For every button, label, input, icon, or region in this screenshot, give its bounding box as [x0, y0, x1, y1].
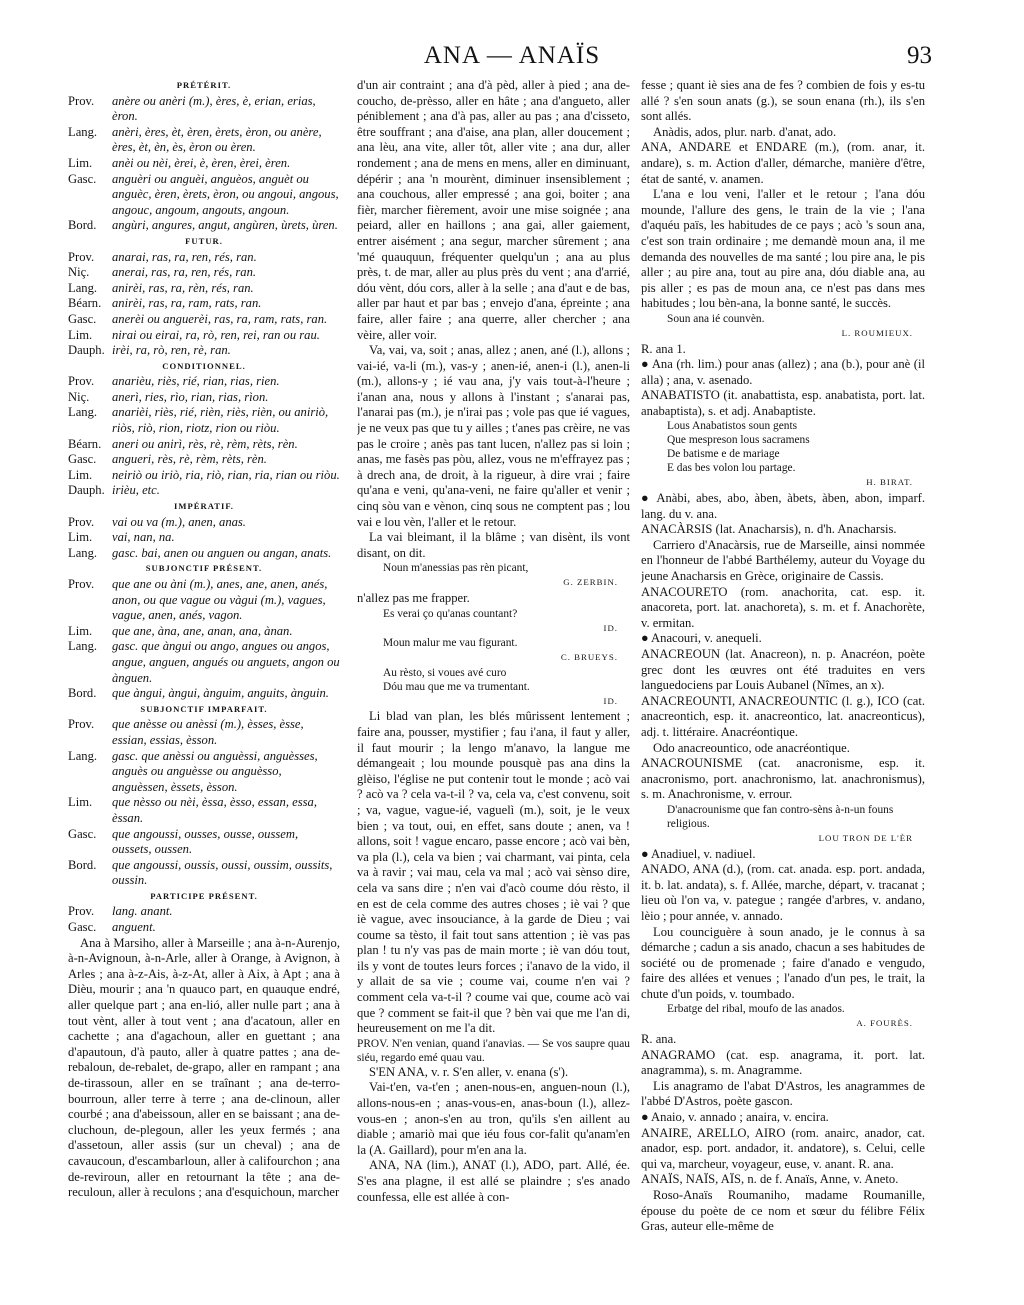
- dialect-label: Lang.: [68, 639, 98, 654]
- conjugation-row: [68, 483, 340, 499]
- continued-text: R. ana.: [641, 1032, 677, 1047]
- conjugation-row: [68, 546, 340, 562]
- verb-forms: neiriò ou iriò, ria, riò, rian, ria, rian ou riòu.: [112, 467, 340, 482]
- verb-forms: que ane, àna, ane, anan, ana, ànan.: [112, 623, 293, 638]
- conjugation-row: [68, 343, 340, 359]
- quotation-line: Dóu mau que me va trumentant.: [383, 680, 530, 693]
- section-heading: CONDITIONNEL.: [162, 360, 246, 371]
- dialect-label: Lim.: [68, 467, 93, 482]
- dictionary-entry: ● Anadiuel, v. nadiuel.: [641, 846, 756, 861]
- dialect-label: Bord.: [68, 857, 97, 872]
- dialect-label: Lim.: [68, 530, 93, 545]
- dialect-label: Lim.: [68, 623, 93, 638]
- conjugation-row: [68, 904, 340, 920]
- conjugation-row: [68, 749, 340, 796]
- quotation-line: Soun ana ié counvèn.: [667, 312, 765, 325]
- conjugation-row: [68, 281, 340, 297]
- conjugation-row: [68, 390, 340, 406]
- dialect-label: Dauph.: [68, 483, 105, 498]
- quotation-line: Lous Anabatistos soun gents: [667, 420, 798, 433]
- verb-forms: anerai, ras, ra, ren, rés, ran.: [112, 265, 257, 280]
- verb-forms: anirèi, ras, ra, rèn, rés, ran.: [112, 280, 254, 295]
- paragraph: Li blad van plan, les blés mûrissent lentement ; faire ana, pousser, mystifier ; fau i'ana, il faut y aller, il faut mourir ; la lengo m'anavo, la langue me démangeait ; lou mounde pousquè pas ana dins la glèiso, l'église ne put contenir tout le monde ; acò vai ? acò va ? cela va-t-il ? va, cela va, c'est convenu, soit ; va, vague, vague-ié, vaguelì (m.), soit, je le veux bien ; va tout, oui, en effet, sans doute ; anen, va ! allons, soit ! vague encaro, passe encore ; acò vai bèn, va pla (l.), cela va bien ; vai charmant, vai pinta, cela va à ravir ; vai mau, cela va mal ; acò vai sènso dire, cela va sans dire ; n'en vai d'acò coume dóu rèsto, il en est de cela comme des autres choses ; iè vai ? que iè vague, avec insouciance, à la garde de Dieu ; vai coume sa tèsto, il fait tout sans attention ; iè vas pas plan ! tu n'y vas pas de main morte ; iè van dóu tout, ils y vont de toutes leurs forces ; i'anavo de la vido, il y allait de sa vie ; coume vai, coume n'en vai ? comment cela va-t-il ? coume vai que, coume acò vai que ? comment se fait-il que ? bèn vai que me l'an di, heureusement on me l'a dit.: [357, 709, 630, 1036]
- quotation-source: C. BRUEYS.: [560, 652, 618, 663]
- quotation-line: Au rèsto, si voues avé curo: [383, 666, 507, 679]
- dialect-label: Prov.: [68, 904, 95, 919]
- section-heading: FUTUR.: [185, 235, 223, 246]
- paragraph: Odo anacreountico, ode anacréontique.: [653, 740, 850, 755]
- verse-quotation: [641, 312, 925, 342]
- continued-text: n'allez pas me frapper.: [357, 591, 470, 605]
- paragraph: ANA, NA (lim.), ANAT (l.), ADO, part. Allé, ée. S'es ana plagne, il est allé se plaindre ; s'es anado counfessa, elle est allée à con-: [357, 1158, 630, 1204]
- section-heading: SUBJONCTIF PRÉSENT.: [145, 563, 263, 574]
- verb-forms: anère ou anèri (m.), ères, è, erian, erias, èron.: [112, 93, 316, 124]
- dialect-label: Bord.: [68, 686, 97, 701]
- verb-forms: anguèri ou anguèi, anguèos, anguèt ou anguèc, èren, èrets, èron, ou angoui, angous, angouc, angoum, angouts, angoun.: [112, 171, 339, 217]
- verb-forms: anèi ou nèi, èrei, è, èren, èrei, èren.: [112, 155, 291, 170]
- conjugation-row: [68, 374, 340, 390]
- dialect-label: Bord.: [68, 218, 97, 233]
- quotation-line: De batisme e de mariage: [667, 448, 780, 461]
- verb-forms: que ane ou àni (m.), anes, ane, anen, anés, anon, ou que vague ou vàgui (m.), vagues, vague, anen, anés, vagon.: [112, 577, 328, 623]
- paragraph: La vai bleimant, il la blâme ; van disènt, ils vont disant, on dit.: [357, 530, 630, 560]
- proverb: PROV. N'en venian, quand i'anavias. — Se vos saupre quau siéu, regardo emé quau vau.: [357, 1037, 630, 1064]
- dictionary-entry: ANAGRAMO (cat. esp. anagrama, it. port. lat. anagramma), s. m. Anagramme.: [641, 1047, 925, 1078]
- quotation-source: H. BIRAT.: [866, 477, 913, 488]
- verse-quotation: [357, 666, 630, 710]
- dictionary-entry: ● Anaio, v. annado ; anaira, v. encira.: [641, 1110, 829, 1125]
- quotation-source: G. ZERBIN.: [563, 577, 618, 588]
- dictionary-entry: ANABATISTO (it. anabattista, esp. anabatista, port. lat. anabaptista), s. et adj. Anabaptiste.: [641, 388, 925, 418]
- verse-quotation: [641, 803, 925, 847]
- dictionary-entry: ANACREOUN (lat. Anacreon), n. p. Anacréon, poète grec dont les œuvres ont été traduites en vers languedociens par Louis Aubanel (Nîmes, an x).: [641, 647, 925, 693]
- dialect-label: Gasc.: [68, 826, 97, 841]
- paragraph: Carriero d'Anacàrsis, rue de Marseille, ainsi nommée en l'honneur de l'abbé Barthélemy, auteur du Voyage du jeune Anacharsis en Grèce, originaire de Cassis.: [641, 537, 925, 584]
- quotation-source: ID.: [603, 622, 618, 633]
- page-number: 93: [907, 42, 932, 69]
- dialect-label: Lim.: [68, 155, 93, 170]
- dictionary-entry: ● Anacouri, v. anequeli.: [641, 631, 762, 646]
- verb-forms: que nèsso ou nèi, èssa, èsso, essan, essa, èssan.: [112, 795, 317, 825]
- dictionary-entry: ANACROUNISME (cat. anacronisme, esp. it. anacronismo, port. anachronismo, lat. anachronismus), s. m. Anachronisme, v. errour.: [641, 756, 925, 802]
- conjugation-row: [68, 437, 340, 453]
- quotation-line: Noun m'anessias pas rèn picant,: [383, 562, 529, 575]
- dictionary-entry: ANACÀRSIS (lat. Anacharsis), n. d'h. Anacharsis.: [641, 522, 897, 537]
- verb-forms: angueri, rès, rè, rèm, rèts, rèn.: [112, 452, 267, 467]
- conjugation-row: [68, 468, 340, 484]
- conjugation-row: [68, 172, 340, 219]
- verb-forms: anèri, ères, èt, èren, èrets, èron, ou anère, ères, èt, èn, ès, èron ou èren.: [112, 124, 322, 155]
- dictionary-entry: ● Anàbi, abes, abo, àben, àbets, àben, abon, imparf. lang. du v. ana.: [641, 491, 925, 521]
- dialect-label: Prov.: [68, 93, 95, 108]
- verb-forms: anarai, ras, ra, ren, rés, ran.: [112, 249, 257, 264]
- conjugation-row: [68, 94, 340, 125]
- dictionary-entry: ANAIRE, ARELLO, AIRO (rom. anairc, anador, cat. anador, esp. port. andador, it. andatore), s. Celui, celle qui va, marcheur, voyageur, euse, v. anant. R. ana.: [641, 1125, 925, 1171]
- dialect-label: Béarn.: [68, 436, 102, 451]
- column-middle: [357, 78, 630, 1293]
- dialect-label: Lang.: [68, 405, 98, 420]
- dialect-label: Dauph.: [68, 343, 105, 358]
- verb-forms: anguent.: [112, 920, 156, 935]
- paragraph: Roso-Anaïs Roumaniho, madame Roumanille, épouse du poète de ce nom et sœur du félibre Félix Gras, auteur elle-même de: [641, 1188, 925, 1234]
- dictionary-entry: ANACOURETO (rom. anachorita, cat. esp. it. anacoreta, port. lat. anachoreta), s. m. et f. Anachorète, v. ermitan.: [641, 584, 925, 630]
- column-right: [641, 78, 925, 1293]
- dialect-label: Lim.: [68, 795, 93, 810]
- section-heading: SUBJONCTIF IMPARFAIT.: [140, 703, 268, 714]
- verb-forms: irèi, ra, rò, ren, rè, ran.: [112, 343, 231, 358]
- conjugation-row: [68, 530, 340, 546]
- verb-forms: aneri ou anirì, rès, rè, rèm, rèts, rèn.: [112, 436, 298, 451]
- dictionary-entry: ● Ana (rh. lim.) pour anas (allez) ; ana (b.), pour anè (il alla) ; ana, v. asenado.: [641, 357, 925, 387]
- verb-forms: anerì, ries, rìo, rian, rias, rìon.: [112, 389, 269, 404]
- continued-text: fesse ; quant iè sies ana de fes ? combien de fois y es-tu allé ? s'en soun anats (g.), se soun enana (rh.), ils s'en sont allés.: [641, 78, 925, 124]
- dictionary-entry: ANA, ANDARE et ENDARE (m.), (rom. anar, it. andare), s. m. Action d'aller, démarche, manière d'être, état de santé, v. anamen.: [641, 140, 925, 186]
- conjugation-row: [68, 920, 340, 936]
- conjugation-row: [68, 717, 340, 748]
- dictionary-entry: ANADO, ANA (d.), (rom. cat. anada. esp. port. andada, it. b. lat. andata), s. f. Allée, marche, départ, v. tracanat ; lieu où l'on va, v. pategue ; rangée d'arbres, v. andano, lèio ; pour année, v. annado.: [641, 862, 925, 923]
- dialect-label: Béarn.: [68, 296, 102, 311]
- dialect-label: Gasc.: [68, 311, 97, 326]
- dialect-label: Prov.: [68, 717, 95, 732]
- conjugation-row: [68, 265, 340, 281]
- section-heading: IMPÉRATIF.: [174, 501, 234, 512]
- verb-forms: gasc. que àngui ou ango, angues ou angos, angue, anguen, angués ou anguets, angon ou ànguen.: [112, 639, 340, 685]
- verb-forms: gasc. bai, anen ou anguen ou angan, anats.: [112, 545, 332, 560]
- conjugation-row: [68, 452, 340, 468]
- quotation-line: Erbatge del ribal, moufo de las anados.: [667, 1003, 845, 1016]
- verb-forms: anerèi ou anguerèi, ras, ra, ram, rats, ran.: [112, 311, 328, 326]
- dialect-label: Niç.: [68, 265, 90, 280]
- dialect-label: Prov.: [68, 514, 95, 529]
- paragraph: S'EN ANA, v. r. S'en aller, v. enana (s').: [369, 1064, 569, 1079]
- verse-quotation: [641, 419, 925, 491]
- paragraph: Vai-t'en, va-t'en ; anen-nous-en, anguen-noun (l.), allons-nous-en ; anas-vous-en, anas-boun (l.), allez-vous-en ; anon-s'en au tron, qu'ils s'en aillent au diable ; amariò mai que iéu fous cor-falit qu'anam'en la (A. Gaillard), pour m'en ana la.: [357, 1080, 630, 1157]
- verb-forms: que anèsse ou anèssi (m.), èsses, èsse, essian, essias, èsson.: [112, 717, 304, 747]
- dialect-label: Lang.: [68, 280, 98, 295]
- verb-forms: que angoussi, ousses, ousse, oussem, oussets, oussen.: [112, 826, 299, 857]
- quotation-line: Que mespreson lous sacramens: [667, 434, 810, 447]
- conjugation-row: [68, 328, 340, 344]
- verb-forms: anirèi, ras, ra, ram, rats, ran.: [112, 296, 262, 311]
- quotation-source: LOU TRON DE L'ÈR: [818, 832, 913, 843]
- section-heading: PARTICIPE PRÉSENT.: [150, 890, 258, 901]
- conjugation-row: [68, 577, 340, 624]
- dialect-label: Prov.: [68, 249, 95, 264]
- verse-quotation: [357, 607, 630, 637]
- verse-quotation: [641, 1002, 925, 1032]
- conjugation-row: [68, 515, 340, 531]
- paragraph: L'ana e lou veni, l'aller et le retour ; l'ana dóu mounde, l'allure des gens, le train de la vie ; l'ana d'aquéu païs, les habitudes de ce pays ; acò 's soun ana, c'est son train ordinaire ; me demandè moun ana, il me demanda des nouvelles de ma santé ; lou pire ana, le pis aller ; au pire ana, tout au pire ana, dóu diable ana, au pis aller ; es pas de moun ana, ce n'est pas dans mes habitudes ; lou bèn-ana, la bonne santé, le succès.: [641, 187, 925, 311]
- verb-forms: que angoussi, oussis, oussi, oussim, oussits, oussin.: [112, 857, 333, 888]
- conjugation-row: [68, 639, 340, 686]
- conjugation-row: [68, 624, 340, 640]
- verb-forms: nirai ou eirai, ra, rò, ren, rei, ran ou rau.: [112, 327, 320, 342]
- verb-forms: vai ou va (m.), anen, anas.: [112, 514, 246, 529]
- conjugation-row: [68, 827, 340, 858]
- page-header: [0, 42, 1024, 76]
- conjugation-row: [68, 218, 340, 234]
- running-title: ANA — ANAÏS: [423, 42, 601, 69]
- paragraph: Lou counciguère à soun anado, je le connus à sa démarche ; cadun a sis anado, chacun a ses habitudes de société ou de promenade ; faire d'anado e vengudo, faire des allées et venues ; l'anado d'un pes, le trait, la chute d'un poids, v. toumbado.: [641, 924, 925, 1001]
- paragraph: Va, vai, va, soit ; anas, allez ; anen, ané (l.), allons ; vai-ié, va-li (m.), vas-y ; anen-ié, anen-i (l.), anen-li (m.), allons-y ; ié vau ana, j'y vais tout-à-l'heure ; i'anan ana, nous y allons à l'instant ; s'anarai pas, l'anarai pas (m.), je n'irai pas ; vole pas que ié vagues, je ne veux pas que tu y ailles ; t'anes pas crèire, ne vas pas le croire ; anès pas tant lucen, n'allez pas si loin ; anas, me fasès pas pòu, allez, vous ne m'effrayez pas ; à drech ana, de droit, à la rigueur, à dire vrai ; faire qu'ana e veni, qu'ana-veni, ne faire qu'aller et venir ; cinq sòu van e vènon, cinq sous ne comptent pas ; lou vai e lou vèn, l'aller et le retour.: [357, 343, 630, 529]
- verb-forms: vai, nan, na.: [112, 530, 175, 545]
- quotation-line: E das bes volon lou partage.: [667, 462, 796, 475]
- dictionary-entry: ANAÏS, NAÏS, AÏS, n. de f. Anaïs, Anne, v. Aneto.: [641, 1172, 899, 1187]
- conjugation-row: [68, 686, 340, 702]
- dictionary-entry: ANACREOUNTI, ANACREOUNTIC (l. g.), ICO (cat. anacreontich, esp. it. anacreontico, lat. anacreonticus), adj. t. littéraire. Anacréontique.: [641, 693, 925, 739]
- dialect-label: Gasc.: [68, 452, 97, 467]
- continued-text: d'un air contraint ; ana d'à pèd, aller à pied ; ana de-coucho, de-prèsso, aller en hâte ; ana d'angueto, aller péniblement ; ana d'à pas, aller au pas ; ana d'cisseto, être souffrant ; ana d'aise, ana plan, aller doucement ; ana lèu, ana vite, aller tôt, aller vite ; ana dur, aller rondement ; ana de mens en mens, aller en diminuant, dépérir ; ana 'n mourènt, diminuer insensiblement ; ana couchous, aller empressé ; ana goi, boiter ; ana fièr, marcher fièrement, avoir une mise soignée ; ana peiard, aller en haillons ; ana gai, aller gaiement, entrer aisément ; ana segur, marcher sûrement ; ana 'mé quauquun, fréquenter quelqu'un ; ana au plus près, t. de mar, aller au plus près du vent ; ana d'arrié, dóu vènt, dóu cors, aller à la selle ; ana d'aut e de bas, aller par haut et par bas ; envejo d'ana, épreinte ; ana faire, aller faire ; ana querre, aller chercher ; ana vèire, aller voir.: [357, 78, 630, 342]
- verb-forms: irièu, etc.: [112, 483, 160, 498]
- dialect-label: Lang.: [68, 545, 98, 560]
- verse-quotation: [357, 561, 630, 591]
- verb-forms: angùri, angures, angut, angùren, ùrets, ùren.: [112, 218, 338, 233]
- conjugation-row: [68, 405, 340, 436]
- verb-forms: anarièu, riès, rié, rian, rias, rien.: [112, 374, 280, 389]
- column-left: [68, 78, 340, 1293]
- conjugation-row: [68, 125, 340, 156]
- quotation-source: ID.: [603, 695, 618, 706]
- verb-forms: que àngui, àngui, ànguim, anguits, ànguin.: [112, 686, 329, 701]
- dialect-label: Gasc.: [68, 171, 97, 186]
- paragraph: Ana à Marsiho, aller à Marseille ; ana à-n-Aurenjo, à-n-Avignoun, à-n-Arle, aller à Orange, à Avignon, à Arles ; ana à-z-Ais, à-z-At, aller à Aix, à Apt ; ana à Dièu, mourir ; ana 'n quauco part, en quauque endré, aller quelque part ; ana en-lió, aller nulle part ; ana à tout vènt, aller à tout vent ; ana d'acatoun, aller en cachette ; ana d'agachoun, aller en guettant ; ana d'apautoun, d'à pauto, aller à quatre pattes ; ana de-rebaloun, de-rebalet, de-grapo, aller en rampant ; ana de-tirassoun, aller en se traînant ; ana de-terro-bourroun, aller terre à terre ; ana de-clinoun, aller courbé ; ana d'abeissoun, aller en se baissant ; ana de-cluchoun, de-plegoun, aller les yeux fermés ; ana d'assetoun, aller assis (sur un cheval) ; ana de cavaucoun, d'escambarloun, aller à califourchon ; ana de-reviroun, aller en retournant la tête ; ana de-reculoun, aller à reculons ; ana d'esquichoun, marcher: [68, 935, 340, 1200]
- conjugation-row: [68, 156, 340, 172]
- conjugation-row: [68, 858, 340, 889]
- continued-text: R. ana 1.: [641, 341, 686, 356]
- section-heading: PRÉTÉRIT.: [176, 80, 232, 90]
- quotation-line: Moun malur me vau figurant.: [383, 637, 518, 650]
- verse-quotation: [357, 636, 630, 666]
- conjugation-row: [68, 296, 340, 312]
- verb-forms: anarièi, riès, rié, rièn, riès, rièn, ou aniriò, riòs, riò, rion, riotz, rion ou riòu.: [112, 405, 329, 436]
- conjugation-row: [68, 795, 340, 826]
- dialect-label: Lim.: [68, 327, 93, 342]
- verb-forms: gasc. que anèssi ou anguèssi, anguèsses, anguès ou anguèsse ou anguèsso, anguèssen, èssets, èsson.: [112, 748, 318, 794]
- quotation-source: L. ROUMIEUX.: [841, 327, 913, 338]
- quotation-line: D'anacrounisme que fan contro-sèns à-n-un founs religious.: [667, 803, 894, 830]
- conjugation-row: [68, 250, 340, 266]
- dialect-label: Prov.: [68, 577, 95, 591]
- verb-forms: lang. anant.: [112, 904, 173, 919]
- dialect-label: Lang.: [68, 748, 98, 763]
- paragraph: Lis anagramo de l'abat D'Astros, les anagrammes de l'abbé D'Astros, poète gascon.: [641, 1078, 925, 1109]
- dialect-label: Lang.: [68, 124, 98, 139]
- quotation-line: Es verai ço qu'anas countant?: [383, 607, 518, 620]
- paragraph: Anàdis, ados, plur. narb. d'anat, ado.: [653, 124, 837, 139]
- dialect-label: Gasc.: [68, 920, 97, 935]
- quotation-source: A. FOURÈS.: [856, 1018, 913, 1029]
- conjugation-row: [68, 312, 340, 328]
- dialect-label: Prov.: [68, 374, 95, 389]
- dialect-label: Niç.: [68, 389, 90, 404]
